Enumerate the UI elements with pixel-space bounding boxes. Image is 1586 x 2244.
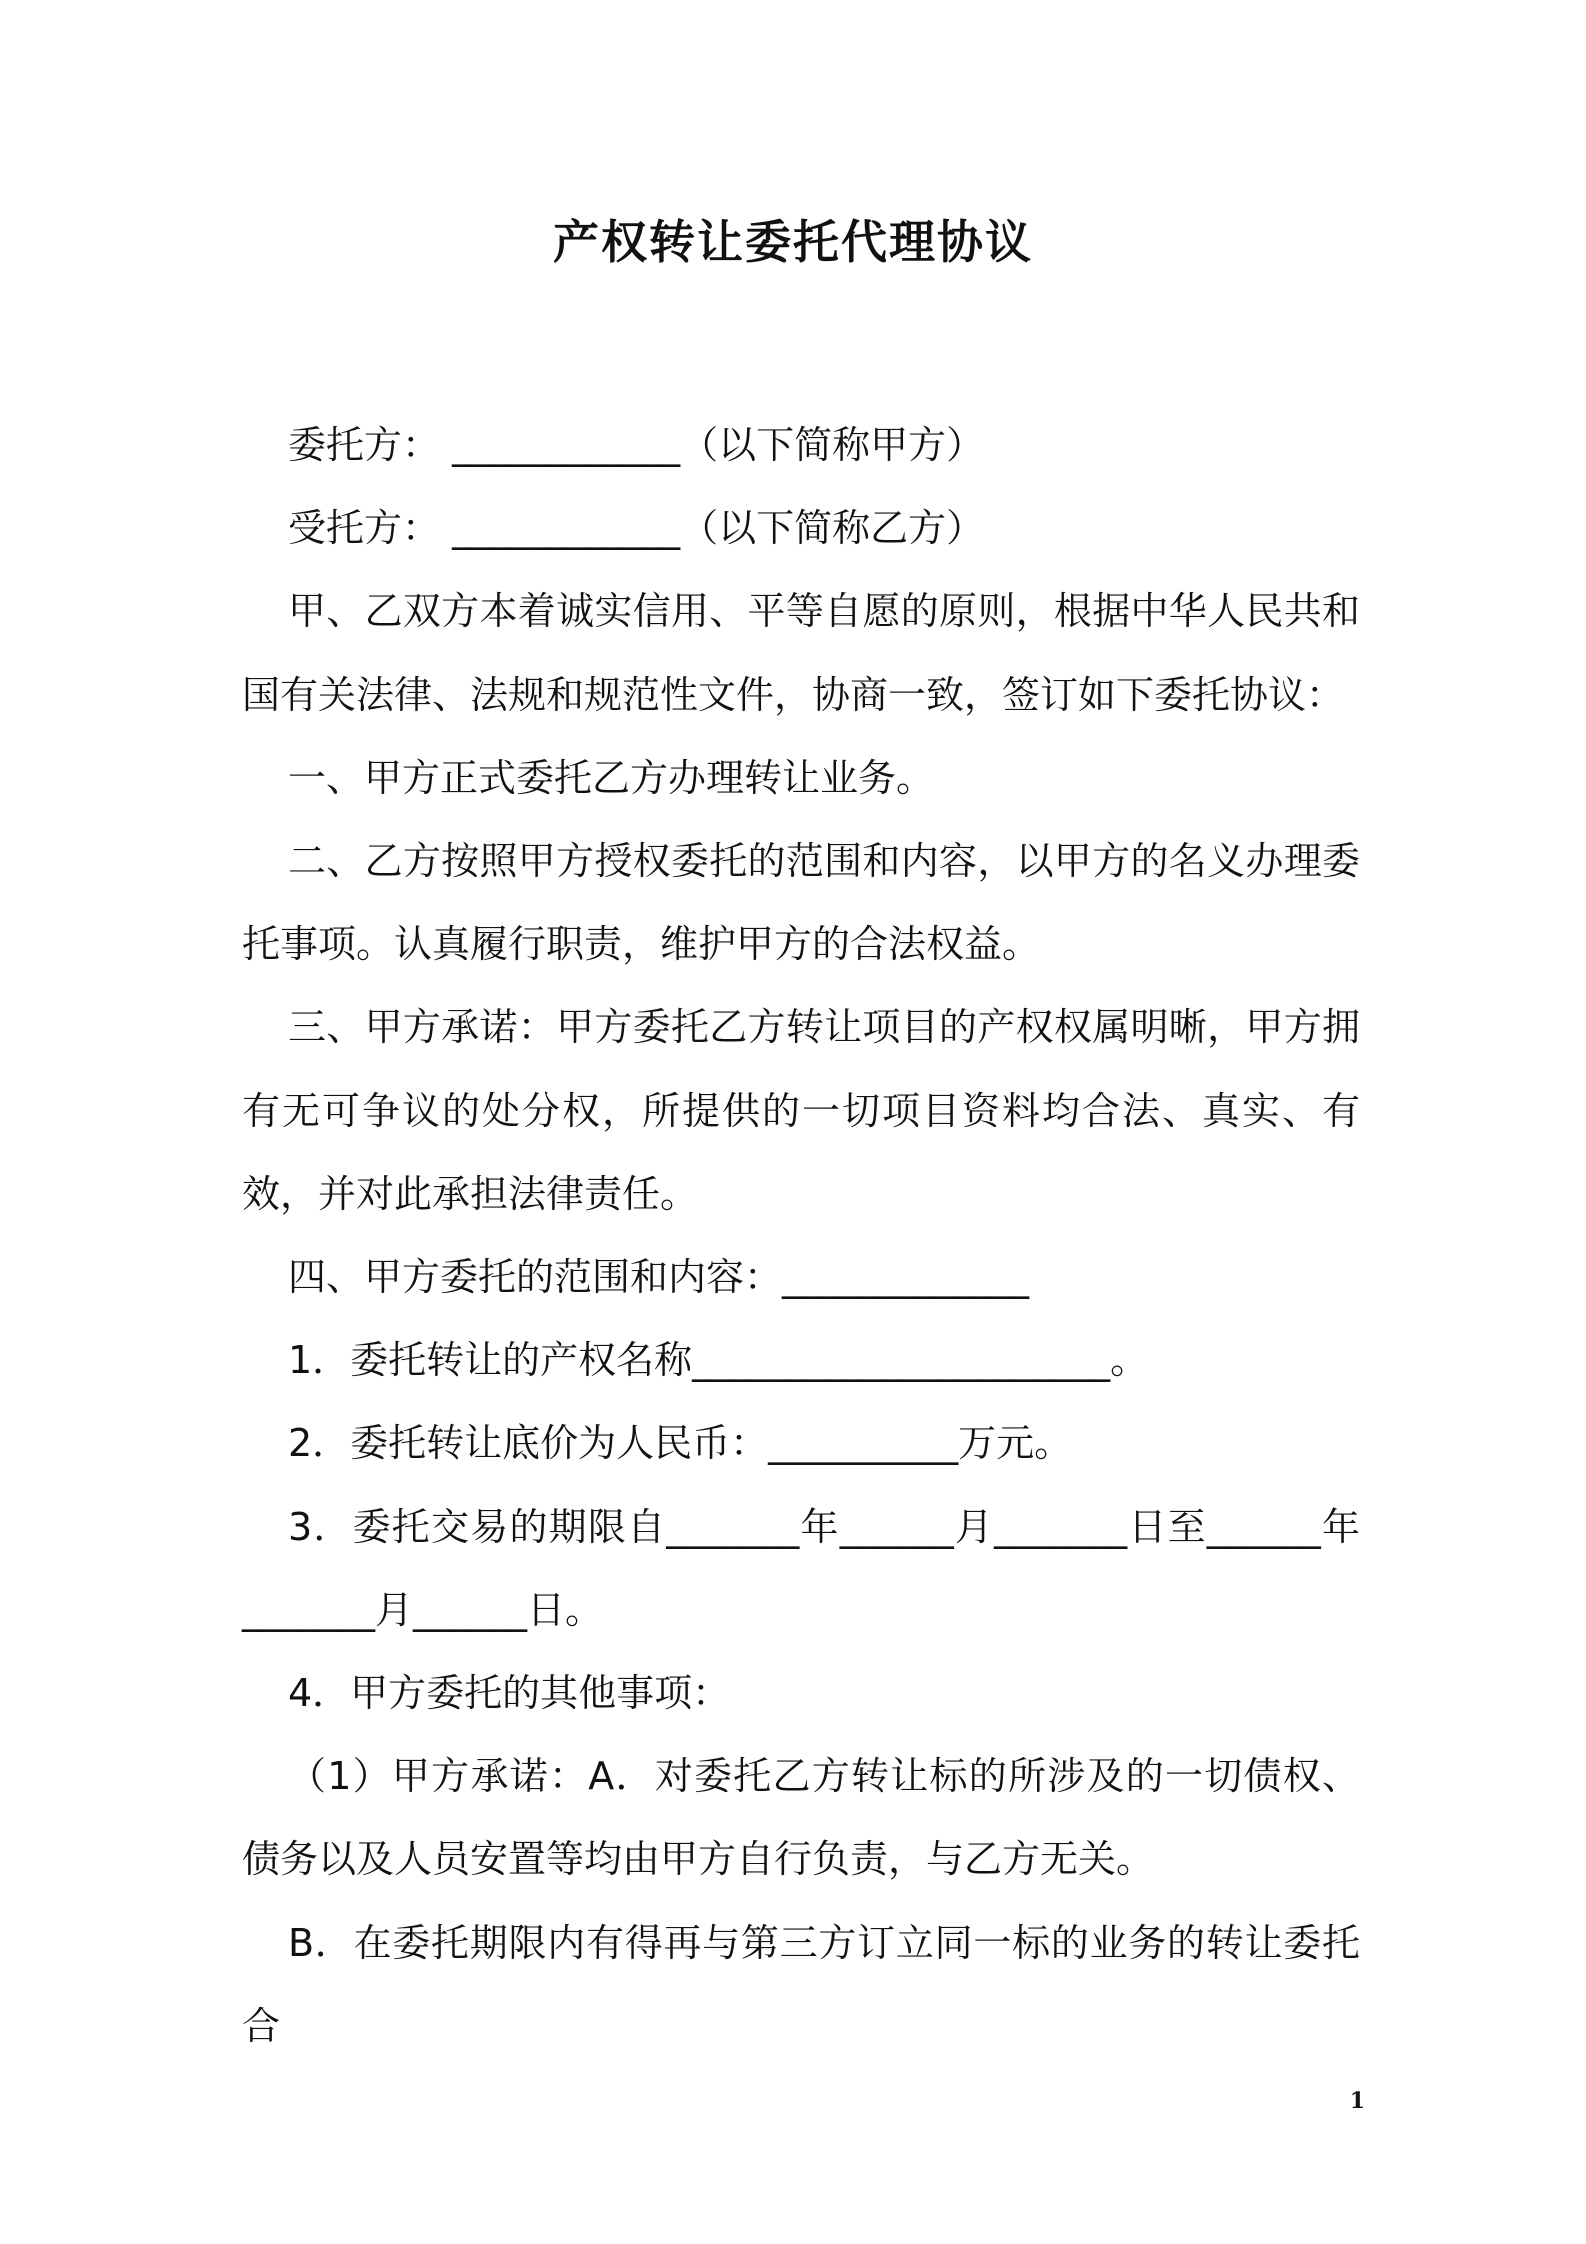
party-b-line: 受托方： ____________（以下简称乙方） bbox=[288, 506, 985, 551]
document-body bbox=[242, 404, 1360, 2068]
clause-1: 一、甲方正式委托乙方办理转让业务。 bbox=[288, 755, 935, 800]
clause-2: 二、乙方按照甲方授权委托的范围和内容，以甲方的名义办理委托事项。认真履行职责，维护甲方的合法权益。 bbox=[242, 839, 1360, 967]
clause-4: 四、甲方委托的范围和内容：_____________ bbox=[288, 1255, 1030, 1300]
sub-item-b: B．在委托期限内有得再与第三方订立同一标的业务的转让委托合 bbox=[242, 1920, 1360, 2048]
preamble-paragraph: 甲、乙双方本着诚实信用、平等自愿的原则，根据中华人民共和国有关法律、法规和规范性文件，协商一致，签订如下委托协议： bbox=[242, 589, 1360, 717]
clause-4-item-1: 1．委托转让的产权名称______________________。 bbox=[288, 1338, 1149, 1383]
document-title: 产权转让委托代理协议 bbox=[553, 215, 1033, 269]
clause-3: 三、甲方承诺：甲方委托乙方转让项目的产权权属明晰，甲方拥有无可争议的处分权，所提供的一切项目资料均合法、真实、有效，并对此承担法律责任。 bbox=[242, 1005, 1360, 1216]
party-a-line: 委托方： ____________（以下简称甲方） bbox=[288, 423, 985, 467]
sub-item-1: （1）甲方承诺：A．对委托乙方转让标的所涉及的一切债权、债务以及人员安置等均由甲方自行负责，与乙方无关。 bbox=[242, 1754, 1360, 1882]
page-number: 1 bbox=[1349, 2088, 1365, 2114]
clause-4-item-2: 2．委托转让底价为人民币：__________万元。 bbox=[288, 1421, 1073, 1466]
clause-4-item-4: 4．甲方委托的其他事项： bbox=[288, 1671, 731, 1716]
clause-4-item-3: 3．委托交易的期限自_______年______月_______日至______年_______月______日。 bbox=[242, 1504, 1360, 1632]
